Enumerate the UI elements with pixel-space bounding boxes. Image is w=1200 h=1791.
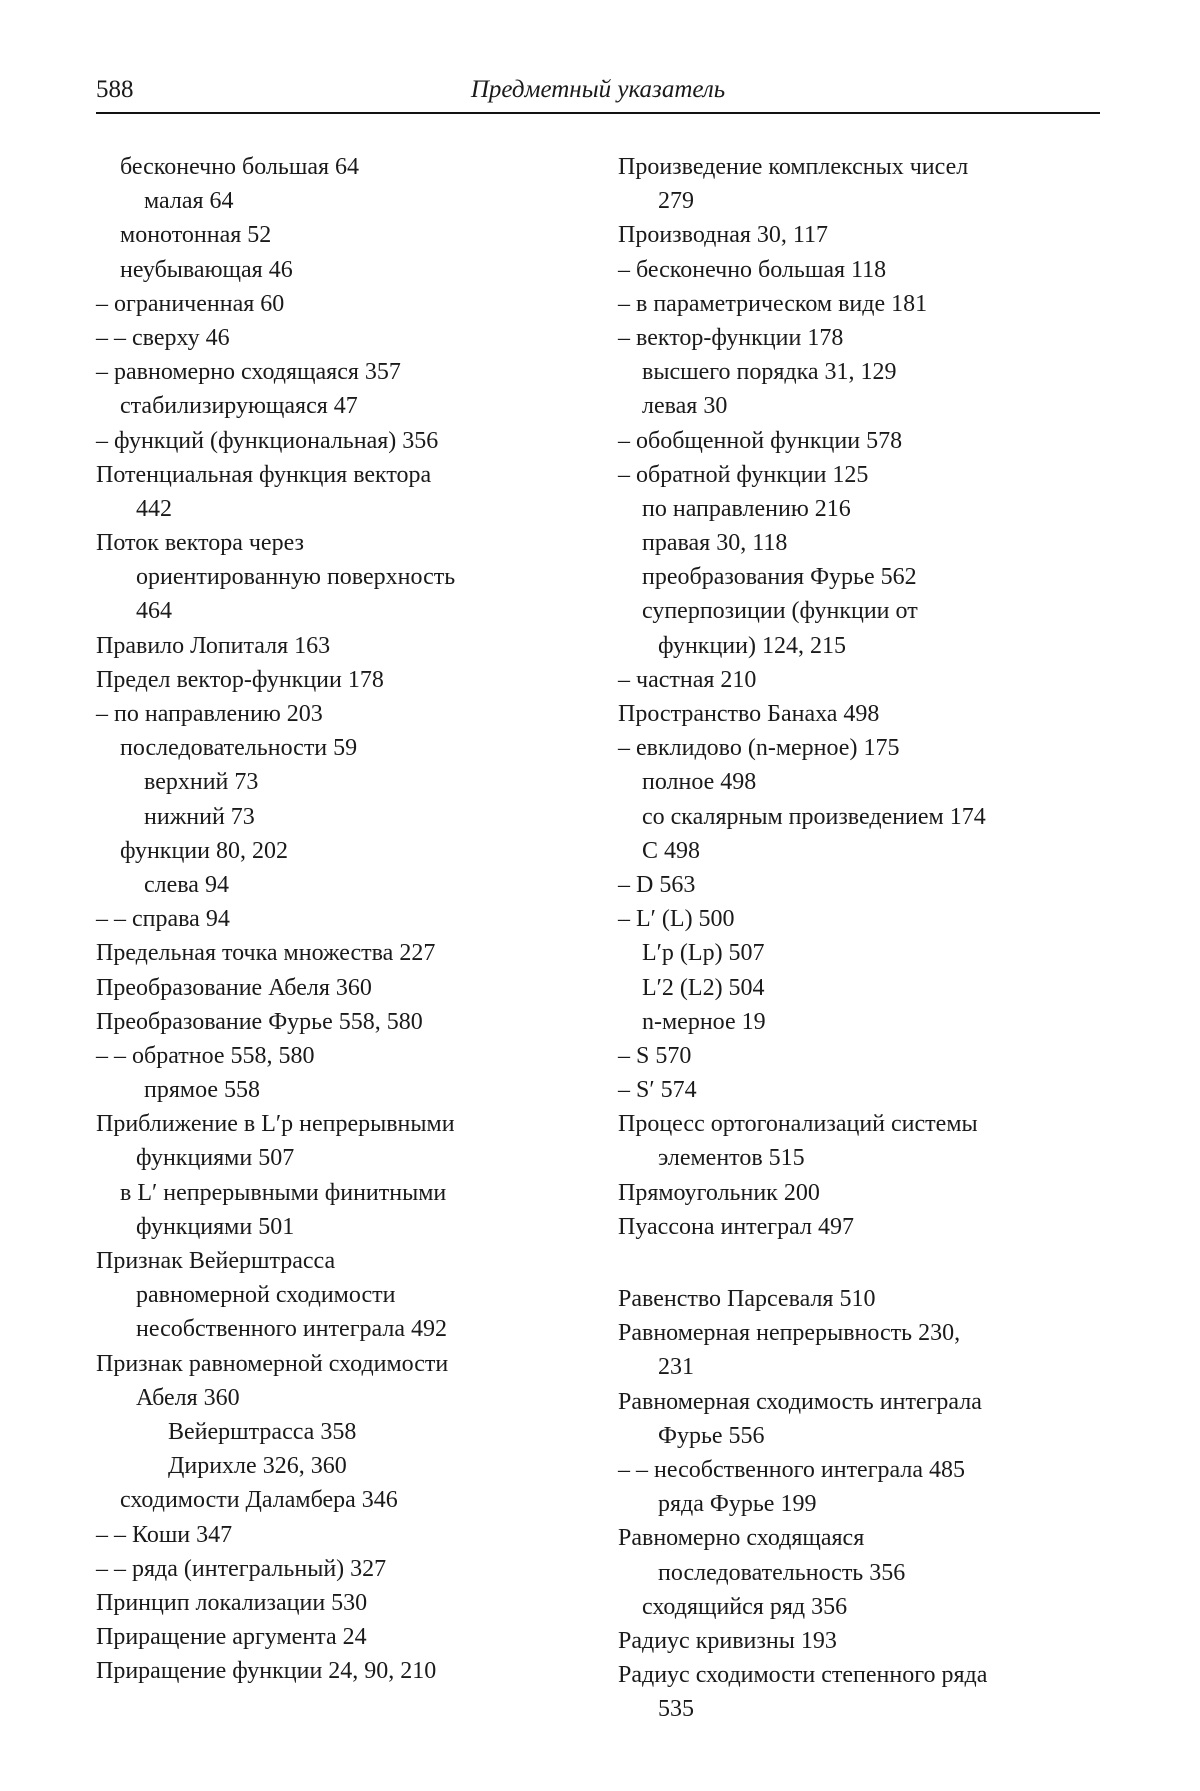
- index-entry: Процесс ортогонализаций системы: [618, 1111, 978, 1138]
- index-entry: полное 498: [642, 769, 757, 796]
- index-entry: высшего порядка 31, 129: [642, 359, 897, 386]
- index-entry: – по направлению 203: [96, 701, 323, 727]
- index-entry: – ограниченная 60: [96, 290, 285, 317]
- index-entry: Равномерная непрерывность 230,: [618, 1320, 961, 1347]
- index-entry: ряда Фурье 199: [658, 1491, 817, 1518]
- index-entry: верхний 73: [144, 769, 259, 796]
- index-entry: – D 563: [618, 871, 696, 898]
- index-entry: Предельная точка множества 227: [96, 940, 436, 967]
- index-entry: равномерной сходимости: [136, 1282, 396, 1309]
- index-entry: – обратной функции 125: [618, 461, 869, 488]
- index-entry: стабилизирующаяся 47: [120, 393, 358, 420]
- index-entry: малая 64: [144, 188, 234, 215]
- index-entry: слева 94: [144, 871, 229, 898]
- index-entry: Поток вектора через: [96, 530, 305, 557]
- index-entry: L′p (Lp) 507: [642, 940, 765, 967]
- index-entry: последовательности 59: [120, 735, 358, 762]
- index-column-right: [618, 150, 1100, 1726]
- index-entry: Потенциальная функция вектора: [96, 461, 432, 488]
- index-entry: нижний 73: [144, 803, 255, 830]
- index-entry: Дирихле 326, 360: [168, 1453, 347, 1480]
- index-entry: Признак равномерной сходимости: [96, 1350, 449, 1377]
- index-entry: последовательность 356: [658, 1559, 906, 1586]
- index-entry: Приближение в L′p непрерывными: [96, 1111, 455, 1138]
- index-entry: Равенство Парсеваля 510: [618, 1286, 876, 1312]
- index-entry: Прямоугольник 200: [618, 1179, 820, 1206]
- index-entry: 464: [136, 598, 172, 625]
- index-entry: бесконечно большая 64: [120, 154, 360, 180]
- running-title: Предметный указатель: [470, 76, 726, 103]
- index-entry: – частная 210: [618, 666, 757, 693]
- index-entry: – – справа 94: [96, 906, 230, 933]
- index-entry: в L′ непрерывными финитными: [120, 1179, 447, 1206]
- index-entry: монотонная 52: [120, 222, 272, 249]
- index-entry: – S 570: [618, 1042, 692, 1069]
- index-entry: L′2 (L2) 504: [642, 974, 765, 1001]
- index-entry: Предел вектор-функции 178: [96, 666, 384, 693]
- index-entry: – L′ (L) 500: [618, 906, 735, 933]
- index-entry: функциями 501: [136, 1213, 295, 1240]
- index-entry: Принцип локализации 530: [96, 1589, 368, 1616]
- index-entry: – – ряда (интегральный) 327: [96, 1555, 387, 1582]
- index-entry: Преобразование Фурье 558, 580: [96, 1008, 423, 1035]
- index-entry: по направлению 216: [642, 495, 851, 522]
- index-entry: – – сверху 46: [96, 324, 230, 351]
- index-entry: сходимости Даламбера 346: [120, 1487, 398, 1514]
- index-entry: – – обратное 558, 580: [96, 1042, 315, 1069]
- index-entry: n-мерное 19: [642, 1008, 766, 1035]
- index-entry: Преобразование Абеля 360: [96, 974, 372, 1001]
- index-entry: Радиус сходимости степенного ряда: [618, 1662, 988, 1689]
- index-entry: функции 80, 202: [120, 837, 288, 864]
- index-entry: – S′ 574: [618, 1077, 697, 1104]
- index-entry: – в параметрическом виде 181: [618, 290, 928, 317]
- index-entry: Равномерно сходящаяся: [618, 1525, 865, 1552]
- section-gap: [618, 1244, 1100, 1282]
- index-entry: Правило Лопиталя 163: [96, 632, 331, 659]
- page-number: 588: [96, 76, 134, 103]
- index-entry: Фурье 556: [658, 1422, 765, 1449]
- index-entry: Пространство Банаха 498: [618, 701, 880, 727]
- index-entry: функциями 507: [136, 1145, 295, 1172]
- index-entry: Вейерштрасса 358: [168, 1418, 357, 1445]
- index-entry: Производная 30, 117: [618, 222, 828, 249]
- index-entry: – вектор-функции 178: [618, 324, 844, 351]
- index-column-left: [96, 150, 566, 1688]
- index-entry: сходящийся ряд 356: [642, 1593, 848, 1620]
- index-entry: элементов 515: [658, 1145, 805, 1172]
- index-entry: со скалярным произведением 174: [642, 803, 986, 830]
- index-entry: C 498: [642, 837, 701, 864]
- index-entry: прямое 558: [144, 1077, 261, 1104]
- index-entry: 535: [658, 1696, 694, 1723]
- index-entry: – обобщенной функции 578: [618, 427, 903, 454]
- index-entry: Приращение аргумента 24: [96, 1624, 367, 1651]
- index-entry: 442: [136, 495, 172, 522]
- index-entry: левая 30: [642, 393, 728, 420]
- index-entry: функции) 124, 215: [658, 632, 846, 659]
- index-entry: 231: [658, 1354, 694, 1381]
- index-entry: – – Коши 347: [96, 1521, 233, 1548]
- index-entry: правая 30, 118: [642, 530, 788, 557]
- index-entry: Признак Вейерштрасса: [96, 1248, 336, 1274]
- index-entry: неубывающая 46: [120, 256, 293, 283]
- index-entry: – бесконечно большая 118: [618, 256, 887, 283]
- index-entry: Произведение комплексных чисел: [618, 154, 969, 180]
- index-entry: Равномерная сходимость интеграла: [618, 1388, 982, 1415]
- index-entry: – – несобственного интеграла 485: [618, 1456, 966, 1483]
- index-entry: – равномерно сходящаяся 357: [96, 359, 401, 386]
- index-entry: Радиус кривизны 193: [618, 1627, 837, 1654]
- index-entry: – евклидово (n-мерное) 175: [618, 735, 900, 762]
- index-entry: Абеля 360: [136, 1384, 240, 1411]
- index-entry: Приращение функции 24, 90, 210: [96, 1658, 437, 1685]
- index-entry: 279: [658, 188, 694, 215]
- index-entry: суперпозиции (функции от: [642, 598, 918, 625]
- index-entry: преобразования Фурье 562: [642, 564, 917, 591]
- index-entry: Пуассона интеграл 497: [618, 1213, 854, 1240]
- index-entry: ориентированную поверхность: [136, 564, 456, 591]
- page-header: [96, 72, 1100, 114]
- index-entry: несобственного интеграла 492: [136, 1316, 448, 1343]
- index-entry: – функций (функциональная) 356: [96, 427, 439, 454]
